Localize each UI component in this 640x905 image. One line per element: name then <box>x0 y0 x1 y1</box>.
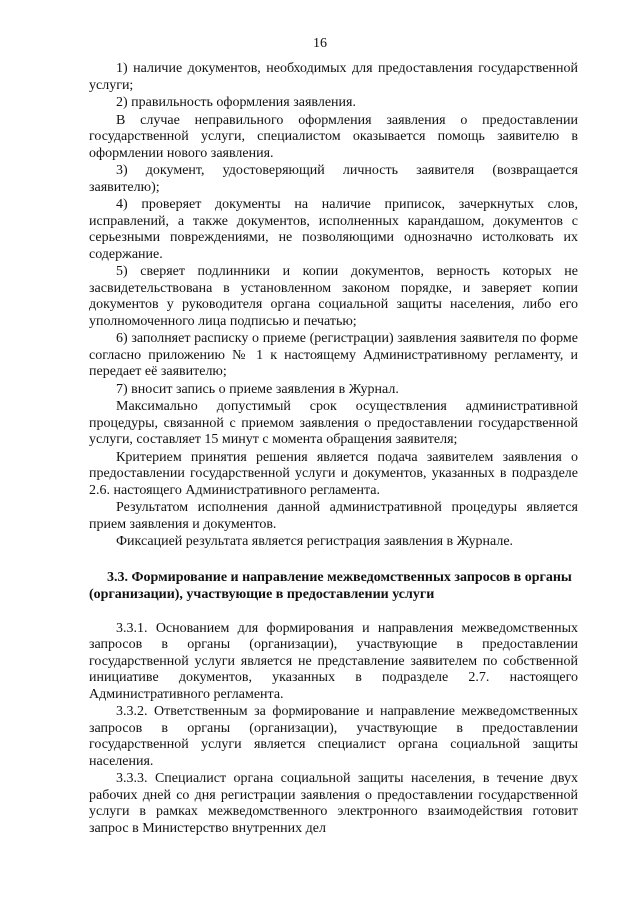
page-number: 16 <box>313 36 327 51</box>
paragraph: 7) вносит запись о приеме заявления в Журнал. <box>116 381 399 397</box>
section-heading: 3.3. Формирование и направление межведомственных запросов в органы (организации), участвующие в предоставлении услуги <box>89 569 572 602</box>
paragraph: 3) документ, удостоверяющий личность заявителя (возвращается заявителю); <box>89 163 578 195</box>
paragraph: 3.3.2. Ответственным за формирование и направление межведомственных запросов в органы (организации), участвующие в предоставлении государственной услуги является специалист органа социальной защиты населения. <box>89 704 578 769</box>
paragraph: 2) правильность оформления заявления. <box>116 95 356 110</box>
paragraph: Фиксацией результата является регистрация заявления в Журнале. <box>116 534 514 549</box>
paragraph: 1) наличие документов, необходимых для предоставления государственной услуги; <box>89 61 578 93</box>
document-body <box>89 61 578 838</box>
paragraph: 3.3.3. Специалист органа социальной защиты населения, в течение двух рабочих дней со дня регистрации заявления о предоставлении государственной услуги в рамках межведомственного электронного взаимодействия готовит запрос в Министерство внутренних дел <box>89 771 578 836</box>
paragraph: Результатом исполнения данной административной процедуры является прием заявления и документов. <box>89 500 578 532</box>
paragraph: В случае неправильного оформления заявления о предоставлении государственной услуги, специалистом оказывается помощь заявителю в оформлении нового заявления. <box>89 112 578 161</box>
paragraph: 6) заполняет расписку о приеме (регистрации) заявления заявителя по форме согласно приложению № 1 к настоящему Административному регламенту, и передает её заявителю; <box>89 331 578 379</box>
paragraph: Критерием принятия решения является подача заявителем заявления о предоставлении государственной услуги и документов, указанных в подразделе 2.6. настоящего Административного регламента. <box>89 449 578 498</box>
paragraph: 5) сверяет подлинники и копии документов, верность которых не засвидетельствована в установленном законом порядке, и заверяет копии документов у руководителя органа социальной защиты населения, либо его уполномоченного лица подписью и печатью; <box>89 264 578 329</box>
paragraph: 4) проверяет документы на наличие приписок, зачеркнутых слов, исправлений, а также документов, исполненных карандашом, документов с серьезными повреждениями, не позволяющими однозначно истолковать их содержание. <box>89 197 578 262</box>
paragraph: Максимально допустимый срок осуществления административной процедуры, связанной с приемом заявления о предоставлении государственной услуги, составляет 15 минут с момента обращения заявителя; <box>89 399 578 447</box>
paragraph: 3.3.1. Основанием для формирования и направления межведомственных запросов в органы (организации), участвующие в предоставлении государственной услуги является не представление заявителем по собственной инициативе документов, указанных в подразделе 2.7. настоящего Административного регламента. <box>89 620 578 702</box>
